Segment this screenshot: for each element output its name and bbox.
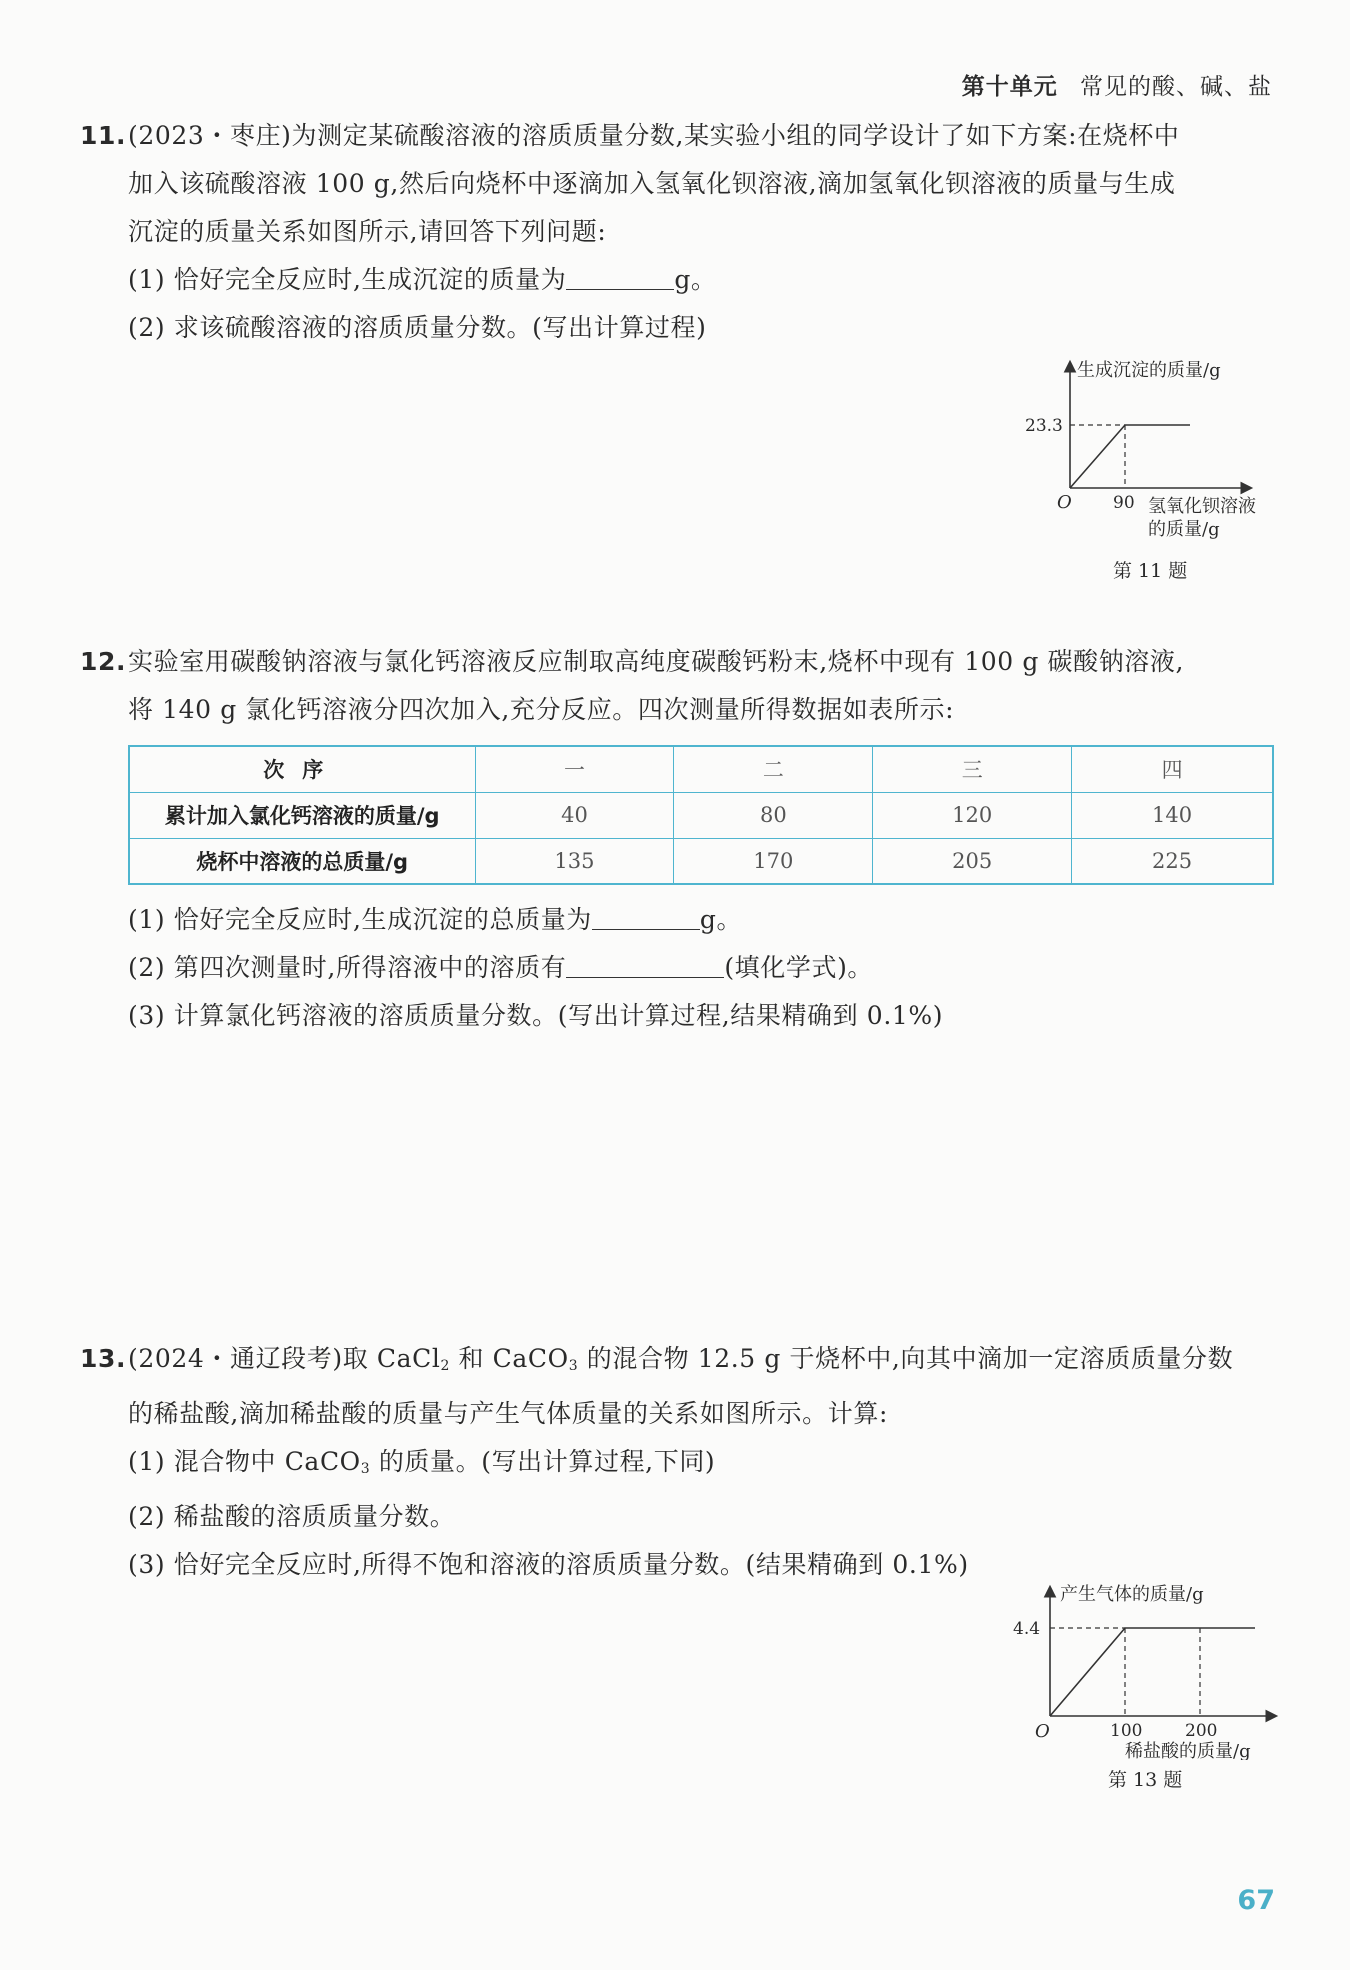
q11-text-line-3: 沉淀的质量关系如图所示,请回答下列问题: [128,217,607,246]
q11-text-line-1: (2023・枣庄)为测定某硫酸溶液的溶质质量分数,某实验小组的同学设计了如下方案:在烧杯中 [128,121,1180,150]
table-cell: 225 [1072,838,1273,884]
q13-part-1: (1) 混合物中 CaCO$_3$ 的质量。(写出计算过程,下同) [128,1447,716,1477]
table-cell: 120 [873,792,1072,838]
question-number: 13. [80,1344,127,1373]
data-table [128,745,1274,885]
question-11 [80,112,1280,352]
q13-figure [1005,1580,1295,1764]
q13-text-line-1: (2024・通辽段考)取 CaCl$_2$ 和 CaCO$_3$ 的混合物 12.5 g 于烧杯中,向其中滴加一定溶质质量分数 [128,1344,1234,1374]
table-row [129,792,1273,838]
q11-figure [1015,355,1285,554]
table-cell: 170 [674,838,873,884]
table-header-order: 次序 [129,746,475,792]
q13-text-line-2: 的稀盐酸,滴加稀盐酸的质量与产生气体质量的关系如图所示。计算: [128,1399,888,1428]
curve-line [1070,425,1190,488]
page-header [962,68,1272,101]
table-col-3: 三 [873,746,1072,792]
page-number: 67 [1237,1885,1275,1916]
x-tick: 90 [1113,493,1135,513]
q11-text-line-2: 加入该硫酸溶液 100 g,然后向烧杯中逐滴加入氢氧化钡溶液,滴加氢氧化钡溶液的质量与生成 [128,169,1176,198]
table-cell: 80 [674,792,873,838]
answer-blank[interactable] [592,902,700,930]
table-col-1: 一 [475,746,674,792]
question-number: 11. [80,121,127,150]
answer-blank[interactable] [566,262,674,290]
q11-figure-caption: 第 11 题 [1113,560,1188,582]
table-header-total: 烧杯中溶液的总质量/g [129,838,475,884]
x-tick-200: 200 [1185,1721,1218,1741]
table-cell: 205 [873,838,1072,884]
curve-line [1050,1628,1255,1716]
question-12 [80,638,1280,734]
q12-part-1: (1) 恰好完全反应时,生成沉淀的总质量为 g。 [80,896,1280,944]
table-cell: 135 [475,838,674,884]
q11-part-1: (1) 恰好完全反应时,生成沉淀的质量为 g。 [80,256,1280,304]
table-cell: 140 [1072,792,1273,838]
table-row [129,838,1273,884]
q12-part-3: (3) 计算氯化钙溶液的溶质质量分数。(写出计算过程,结果精确到 0.1%) [128,1001,944,1030]
q13-part-3: (3) 恰好完全反应时,所得不饱和溶液的溶质质量分数。(结果精确到 0.1%) [128,1550,969,1579]
origin-label: O [1057,492,1072,513]
y-axis-label: 产生气体的质量/g [1060,1584,1204,1605]
unit-label: 第十单元 [961,74,1058,100]
x-tick-100: 100 [1110,1721,1143,1741]
x-axis-label-line-2: 的质量/g [1148,519,1220,540]
y-tick: 4.4 [1013,1619,1041,1639]
table-col-2: 二 [674,746,873,792]
x-axis-label: 稀盐酸的质量/g [1125,1741,1251,1760]
table-header-added: 累计加入氯化钙溶液的质量/g [129,792,475,838]
table-cell: 40 [475,792,674,838]
origin-label: O [1035,1721,1050,1742]
answer-blank[interactable] [566,950,724,978]
q12-part-2: (2) 第四次测量时,所得溶液中的溶质有 (填化学式)。 [80,944,1280,992]
q13-part-2: (2) 稀盐酸的溶质质量分数。 [128,1502,456,1531]
table-col-4: 四 [1072,746,1273,792]
question-number: 12. [80,647,127,676]
q11-part-2: (2) 求该硫酸溶液的溶质质量分数。(写出计算过程) [128,313,707,342]
y-axis-label: 生成沉淀的质量/g [1077,360,1221,381]
unit-title: 常见的酸、碱、盐 [1080,74,1272,100]
q12-text-line-2: 将 140 g 氯化钙溶液分四次加入,充分反应。四次测量所得数据如表所示: [128,695,955,724]
q13-figure-caption: 第 13 题 [1108,1769,1183,1791]
question-12-parts [80,896,1280,1040]
y-tick: 23.3 [1025,416,1063,436]
question-13 [80,1335,1280,1589]
table-row [129,746,1273,792]
x-axis-label-line-1: 氢氧化钡溶液 [1148,496,1256,517]
q12-text-line-1: 实验室用碳酸钠溶液与氯化钙溶液反应制取高纯度碳酸钙粉末,烧杯中现有 100 g 碳酸钠溶液, [128,647,1185,676]
